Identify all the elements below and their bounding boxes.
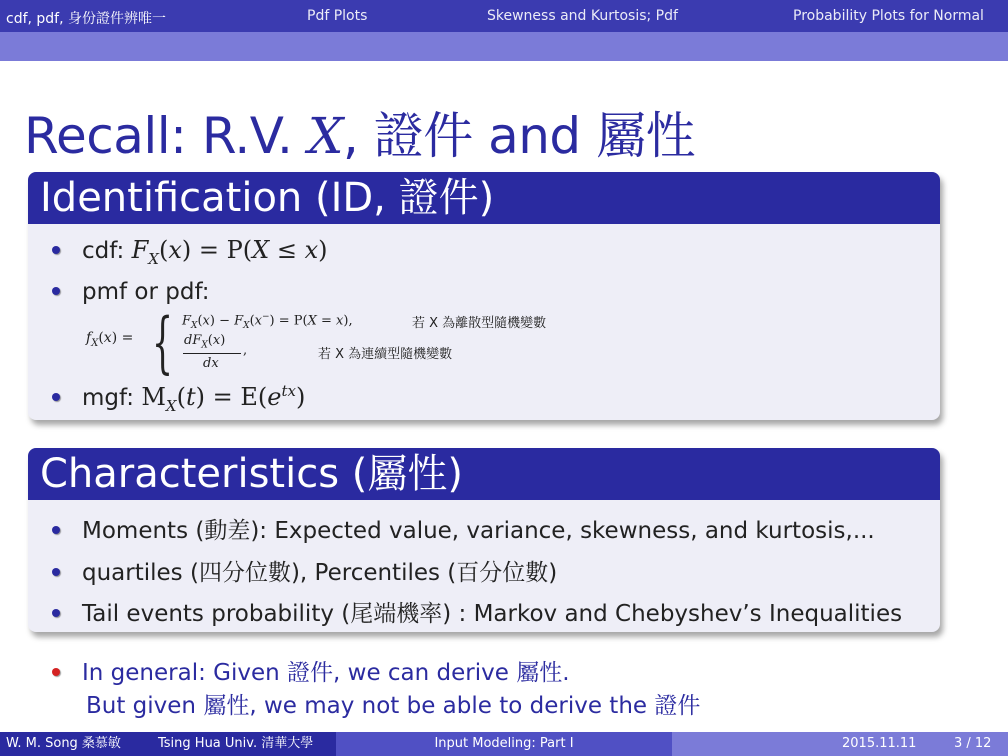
cdf-label: cdf:: [82, 238, 132, 264]
title-prefix: Recall: R.V.: [24, 107, 308, 165]
footer-institution: Tsing Hua Univ. 清華大學: [158, 736, 314, 751]
header-subbar: [0, 32, 1008, 61]
bullet-icon: [52, 526, 60, 534]
nav-section-pdf-plots[interactable]: Pdf Plots: [307, 8, 368, 24]
tail-events-text: Tail events probability (尾端機率) : Markov and Chebyshev’s Inequalities: [82, 601, 903, 627]
slide-title: [24, 96, 695, 168]
piecewise-brace: {: [152, 304, 173, 381]
pdf-case-continuous-comma: ,: [243, 343, 248, 358]
characteristics-heading: Characteristics (屬性): [28, 448, 940, 500]
bullet-icon: [52, 287, 60, 295]
header-bar: [0, 0, 1008, 32]
cdf-formula: $F_X(x) = P(X \le x)$: [131, 236, 328, 268]
characteristics-item: [52, 595, 902, 628]
footer: [0, 732, 1008, 756]
characteristics-item: [52, 512, 875, 545]
note-line-2: But given 屬性, we may not be able to derive the 證件: [86, 693, 701, 719]
title-variable: X: [307, 107, 343, 165]
mgf-formula: $M_X(t) = E(e^{tx})$: [141, 382, 306, 415]
pdf-case-continuous-denominator: dx: [203, 356, 219, 371]
footer-page-number[interactable]: 3 / 12: [954, 736, 992, 751]
pdf-case-discrete-condition: 若 X 為離散型隨機變數: [412, 316, 547, 331]
quartiles-text: quartiles (四分位數), Percentiles (百分位數): [82, 560, 558, 586]
pmf-pdf-label: pmf or pdf:: [82, 279, 210, 305]
footer-talk-title: Input Modeling: Part I: [336, 732, 672, 756]
bullet-icon: [52, 393, 60, 401]
moments-text: Moments (動差): Expected value, variance, skewness, and kurtosis,...: [82, 518, 875, 544]
title-suffix: , 證件 and 屬性: [342, 107, 696, 165]
pdf-lhs: $f_X(x)$ =: [86, 330, 134, 349]
characteristics-item: [52, 554, 557, 587]
general-note: [52, 654, 570, 687]
bullet-icon: [52, 568, 60, 576]
note-line-1: In general: Given 證件, we can derive 屬性.: [82, 660, 570, 686]
pmf-pdf-item: [52, 279, 209, 305]
footer-right: [672, 732, 1008, 756]
nav-section-cdf-pdf[interactable]: cdf, pdf, 身份證件辨唯一: [6, 11, 167, 27]
bullet-icon: [52, 668, 60, 676]
footer-left: [0, 732, 336, 756]
nav-section-skewness-kurtosis[interactable]: Skewness and Kurtosis; Pdf: [487, 8, 678, 24]
mgf-item: [52, 382, 305, 415]
pdf-case-continuous-condition: 若 X 為連續型隨機變數: [318, 347, 453, 362]
pdf-case-continuous-numerator: $dF_X(x)$: [184, 333, 226, 351]
nav-section-probability-plots[interactable]: Probability Plots for Normal: [793, 8, 984, 24]
mgf-label: mgf:: [82, 385, 142, 411]
bullet-icon: [52, 246, 60, 254]
pdf-case-discrete: $F_X(x) - F_X(x^-) = P(X = x)$,: [182, 312, 353, 331]
identification-heading: Identification (ID, 證件): [28, 172, 940, 224]
fraction-bar: [183, 353, 241, 354]
footer-date: 2015.11.11: [842, 736, 917, 751]
footer-author: W. M. Song 桑慕敏: [6, 736, 121, 751]
cdf-item: [52, 236, 328, 268]
bullet-icon: [52, 609, 60, 617]
